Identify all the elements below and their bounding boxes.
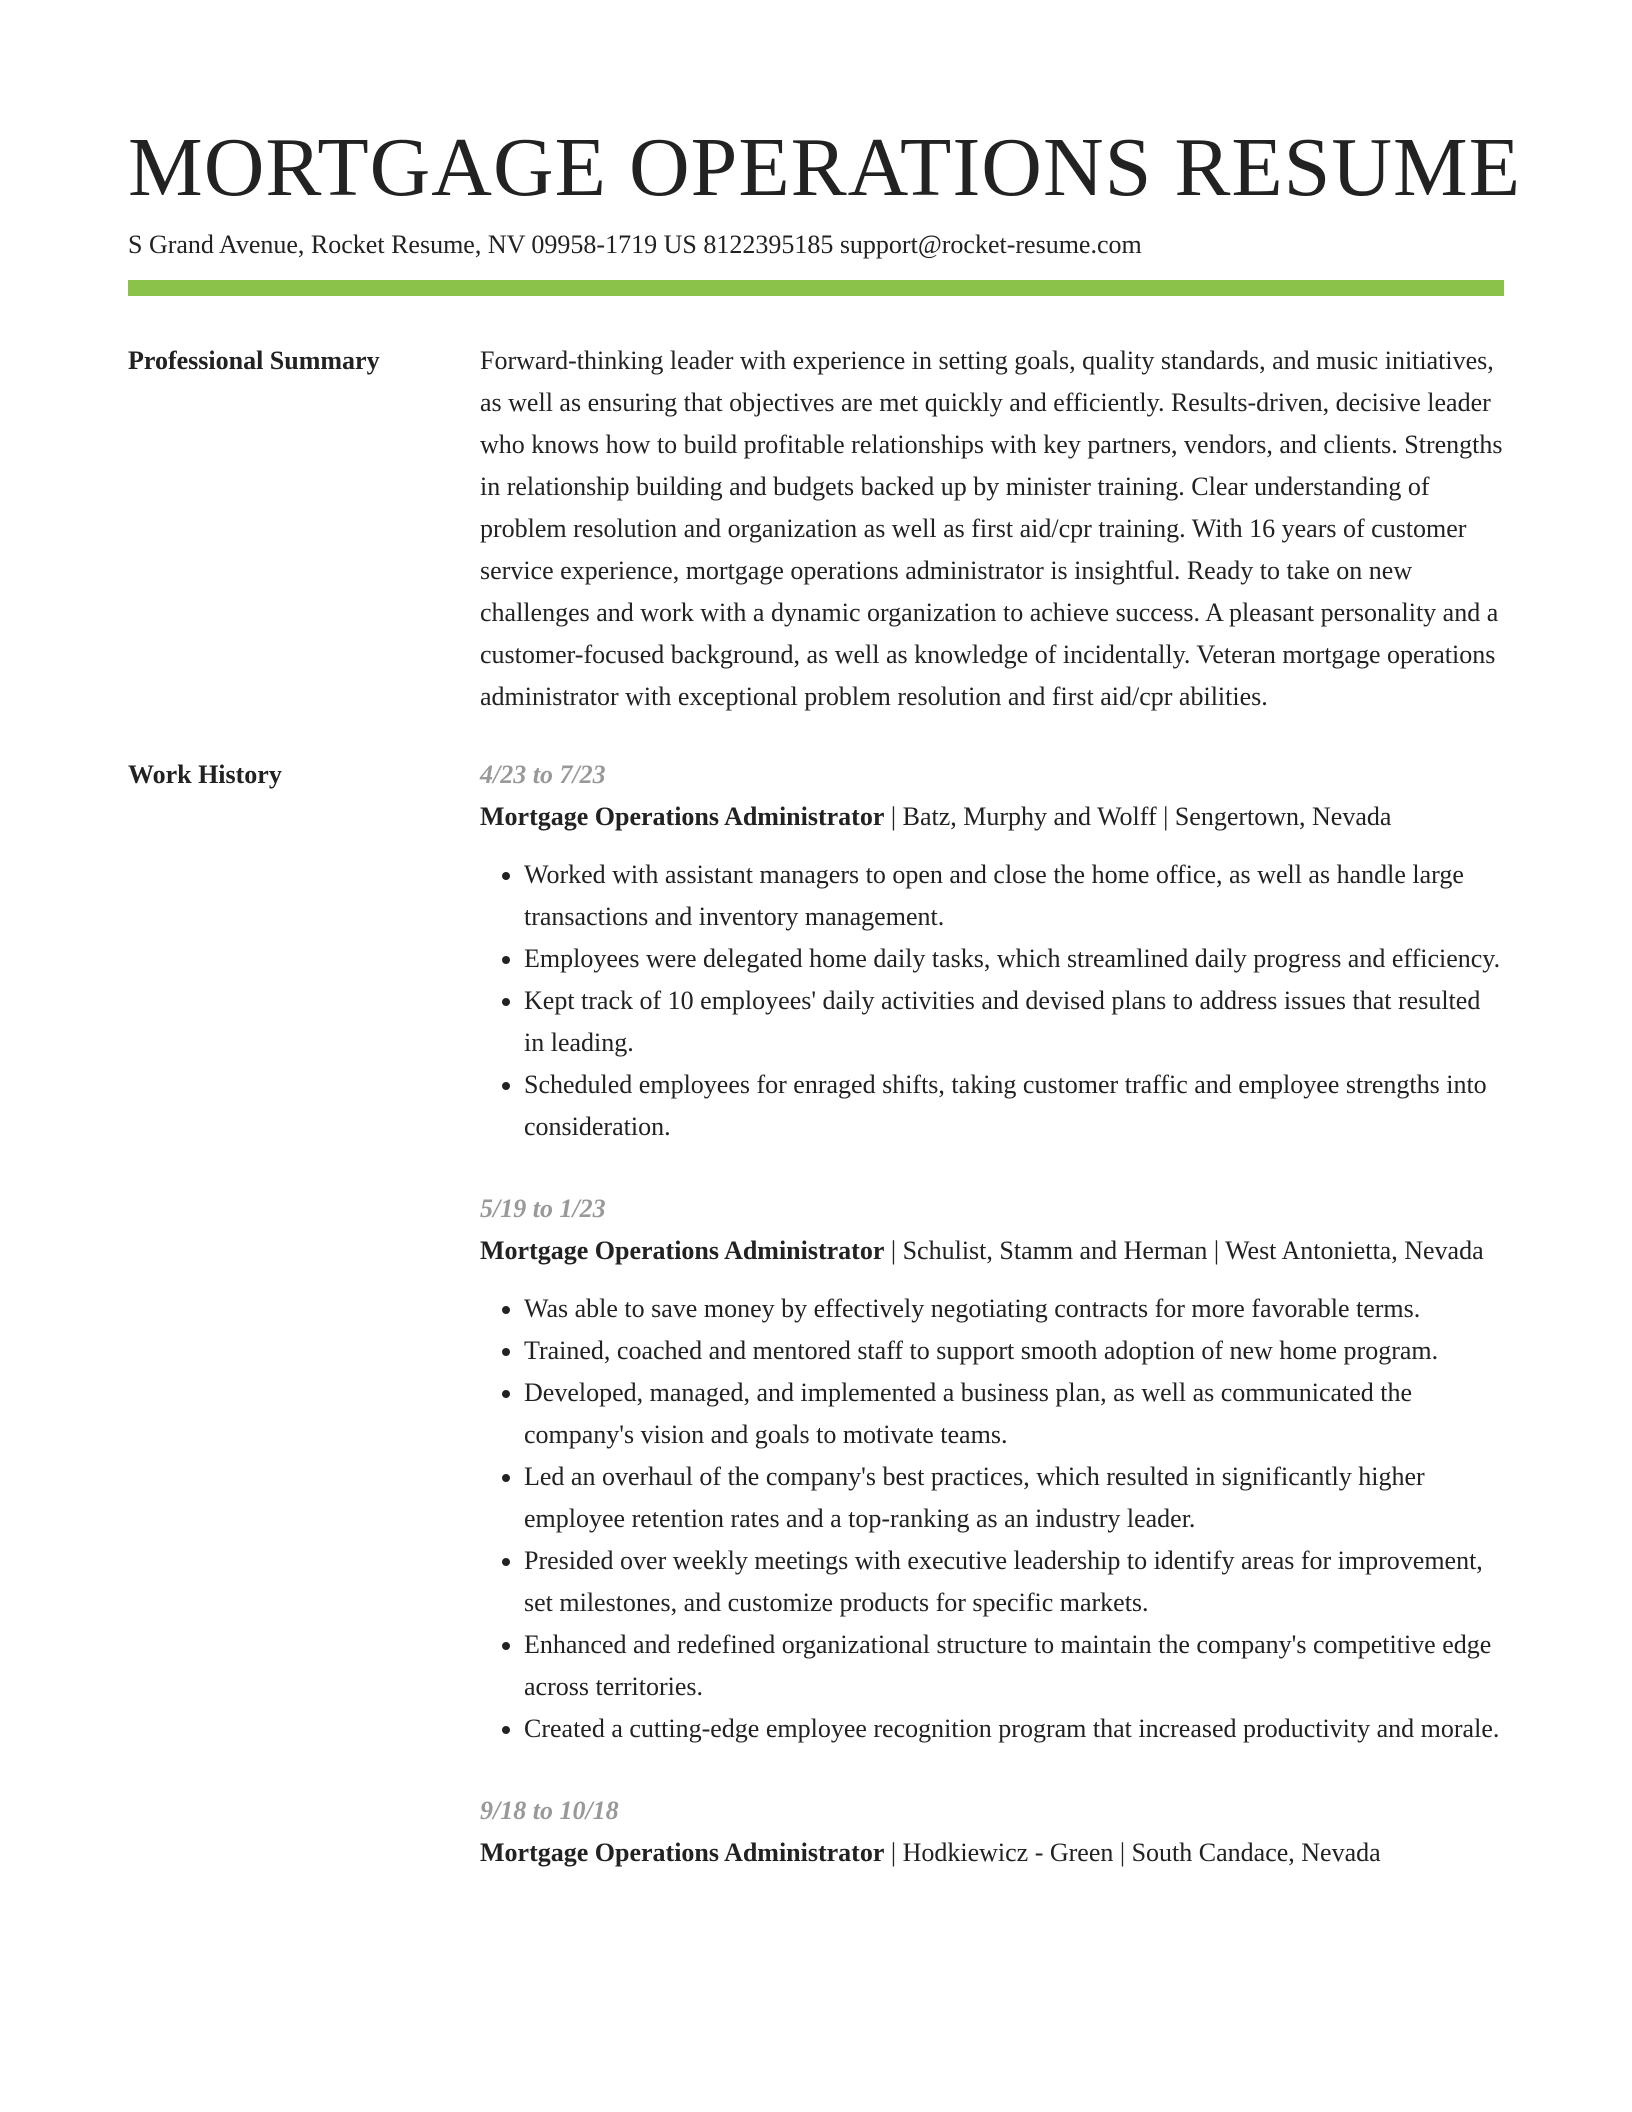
job-employer-location: | Batz, Murphy and Wolff | Sengertown, Nevada xyxy=(884,802,1392,831)
work-history-section xyxy=(128,754,1504,1914)
job-bullet: • Employees were delegated home daily tasks, which streamlined daily progress and efficiency. xyxy=(524,938,1504,980)
summary-section xyxy=(128,340,1504,718)
summary-text: Forward-thinking leader with experience in setting goals, quality standards, and music initiatives, as well as ensuring that objectives are met quickly and efficiently. Results-driven, decisive leader who knows how to build profitable relationships with key partners, vendors, and clients. Strengths in relationship building and budgets backed up by minister training. Clear understanding of problem resolution and organization as well as first aid/cpr training. With 16 years of customer service experience, mortgage operations administrator is insightful. Ready to take on new challenges and work with a dynamic organization to achieve success. A pleasant personality and a customer-focused background, as well as knowledge of incidentally. Veteran mortgage operations administrator with exceptional problem resolution and first aid/cpr abilities. xyxy=(480,346,1503,711)
job-heading xyxy=(480,1832,1504,1874)
job-title: Mortgage Operations Administrator xyxy=(480,1236,885,1265)
job-bullets xyxy=(480,854,1504,1148)
job-bullet: • Kept track of 10 employees' daily activities and devised plans to address issues that resulted in leading. xyxy=(524,980,1504,1064)
job-bullet: • Worked with assistant managers to open and close the home office, as well as handle large transactions and inventory management. xyxy=(524,854,1504,938)
job-dates: 9/18 to 10/18 xyxy=(480,1796,619,1825)
summary-label: Professional Summary xyxy=(128,346,380,375)
resume-page xyxy=(128,120,1522,1914)
job-bullet: • Scheduled employees for enraged shifts, taking customer traffic and employee strengths into consideration. xyxy=(524,1064,1504,1148)
job-bullet: • Created a cutting-edge employee recognition program that increased productivity and morale. xyxy=(524,1708,1504,1750)
job-bullet: • Developed, managed, and implemented a business plan, as well as communicated the company's vision and goals to motivate teams. xyxy=(524,1372,1504,1456)
job-bullet: • Led an overhaul of the company's best practices, which resulted in significantly higher employee retention rates and a top-ranking as an industry leader. xyxy=(524,1456,1504,1540)
job-title: Mortgage Operations Administrator xyxy=(480,1838,885,1867)
job-bullet: • Enhanced and redefined organizational structure to maintain the company's competitive edge across territories. xyxy=(524,1624,1504,1708)
job-heading xyxy=(480,1230,1504,1272)
job-heading xyxy=(480,796,1504,838)
job-entry xyxy=(480,754,1504,1148)
contact-line: S Grand Avenue, Rocket Resume, NV 09958-1719 US 8122395185 support@rocket-resume.com xyxy=(128,230,1142,259)
job-dates: 4/23 to 7/23 xyxy=(480,760,606,789)
job-list xyxy=(480,754,1504,1914)
header-divider xyxy=(128,280,1504,296)
job-bullet: • Trained, coached and mentored staff to support smooth adoption of new home program. xyxy=(524,1330,1504,1372)
job-title: Mortgage Operations Administrator xyxy=(480,802,885,831)
job-employer-location: | Hodkiewicz - Green | South Candace, Nevada xyxy=(884,1838,1381,1867)
job-bullet: • Presided over weekly meetings with executive leadership to identify areas for improvement, set milestones, and customize products for specific markets. xyxy=(524,1540,1504,1624)
resume-title: MORTGAGE OPERATIONS RESUME xyxy=(128,121,1522,214)
job-bullet: • Was able to save money by effectively negotiating contracts for more favorable terms. xyxy=(524,1288,1504,1330)
job-employer-location: | Schulist, Stamm and Herman | West Antonietta, Nevada xyxy=(884,1236,1484,1265)
job-bullets xyxy=(480,1288,1504,1750)
job-dates: 5/19 to 1/23 xyxy=(480,1194,606,1223)
work-history-label: Work History xyxy=(128,760,282,789)
job-entry xyxy=(480,1188,1504,1750)
job-entry xyxy=(480,1790,1504,1874)
